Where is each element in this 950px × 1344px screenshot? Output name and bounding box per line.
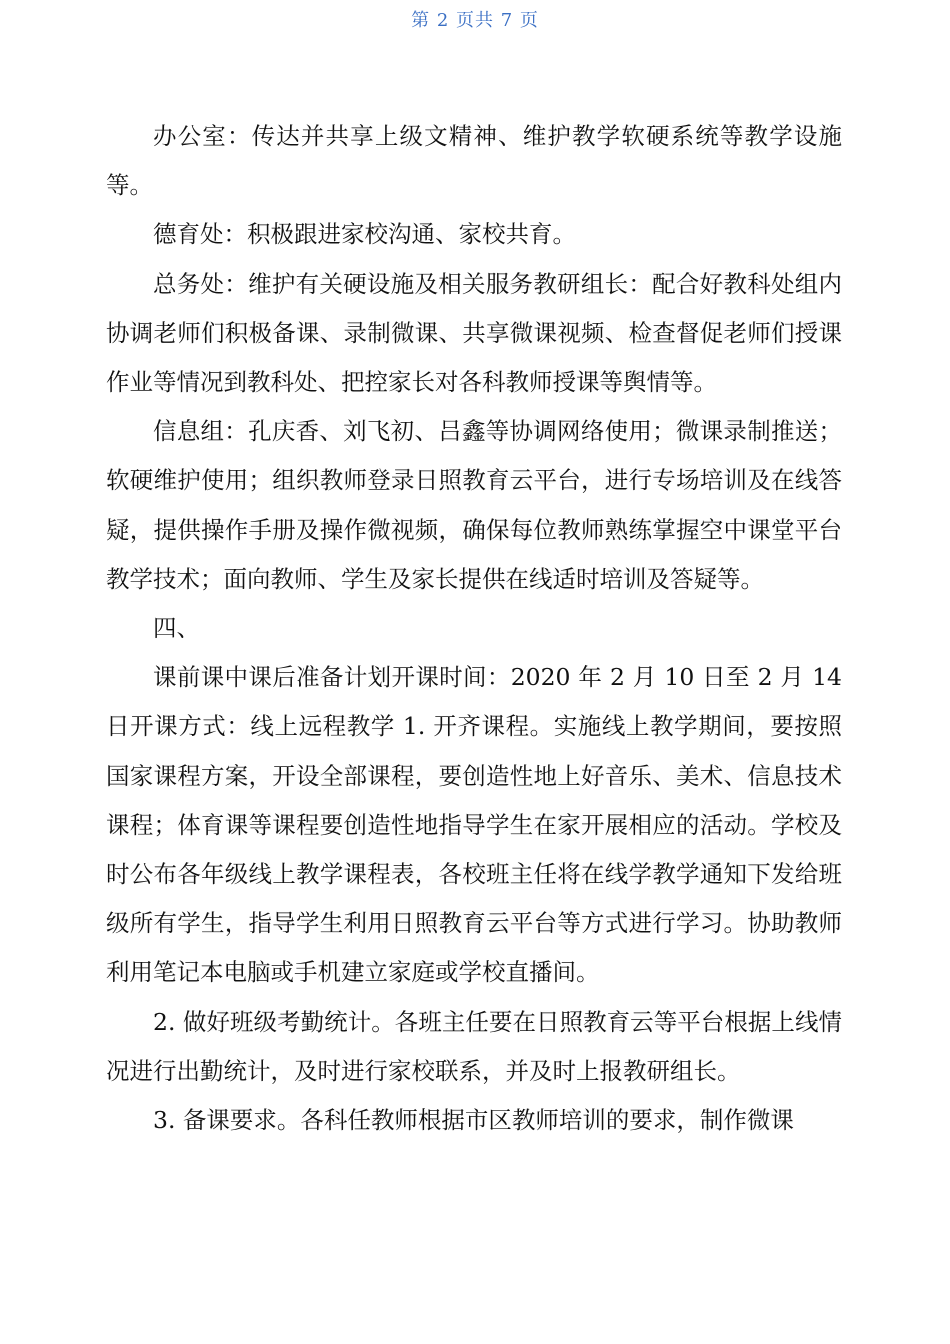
page-number-header: 第 2 页共 7 页 — [411, 10, 539, 31]
section-heading-four: 四、 — [153, 614, 200, 643]
paragraph-office: 办公室：传达并共享上级文精神、维护教学软硬系统等教学设施等。 — [106, 122, 842, 200]
paragraph-course-schedule: 课前课中课后准备计划开课时间：2020 年 2 月 10 日至 2 月 14 日开课方式：线上远程教学 1. 开齐课程。实施线上教学期间，要按照国家课程方案，开设全部课程，要创造性地上好音乐、美术、信息技术课程；体育课等课程要创造性地指导学生在家开展相应的活动。学校及时公布各年级线上教学课程表，各校班主任将在线学教学通知下发给班级所有学生，指导学生利用日照教育云平台等方式进行学习。协助教师利用笔记本电脑或手机建立家庭或学校直播间。 — [106, 663, 842, 987]
paragraph-moral-education: 德育处：积极跟进家校沟通、家校共育。 — [153, 220, 576, 249]
paragraph-general-affairs: 总务处：维护有关硬设施及相关服务教研组长：配合好教科处组内协调老师们积极备课、录制微课、共享微课视频、检查督促老师们授课作业等情况到教科处、把控家长对各科教师授课等舆情等。 — [106, 269, 842, 397]
paragraph-lesson-prep: 3. 备课要求。各科任教师根据市区教师培训的要求，制作微课 — [153, 1106, 794, 1135]
paragraph-information-group: 信息组：孔庆香、刘飞初、吕鑫等协调网络使用；微课录制推送；软硬维护使用；组织教师登录日照教育云平台，进行专场培训及在线答疑，提供操作手册及操作微视频，确保每位教师熟练掌握空中课堂平台教学技术；面向教师、学生及家长提供在线适时培训及答疑等。 — [106, 417, 842, 593]
document-body — [106, 112, 842, 1145]
paragraph-attendance: 2. 做好班级考勤统计。各班主任要在日照教育云等平台根据上线情况进行出勤统计，及时进行家校联系，并及时上报教研组长。 — [106, 1007, 842, 1085]
